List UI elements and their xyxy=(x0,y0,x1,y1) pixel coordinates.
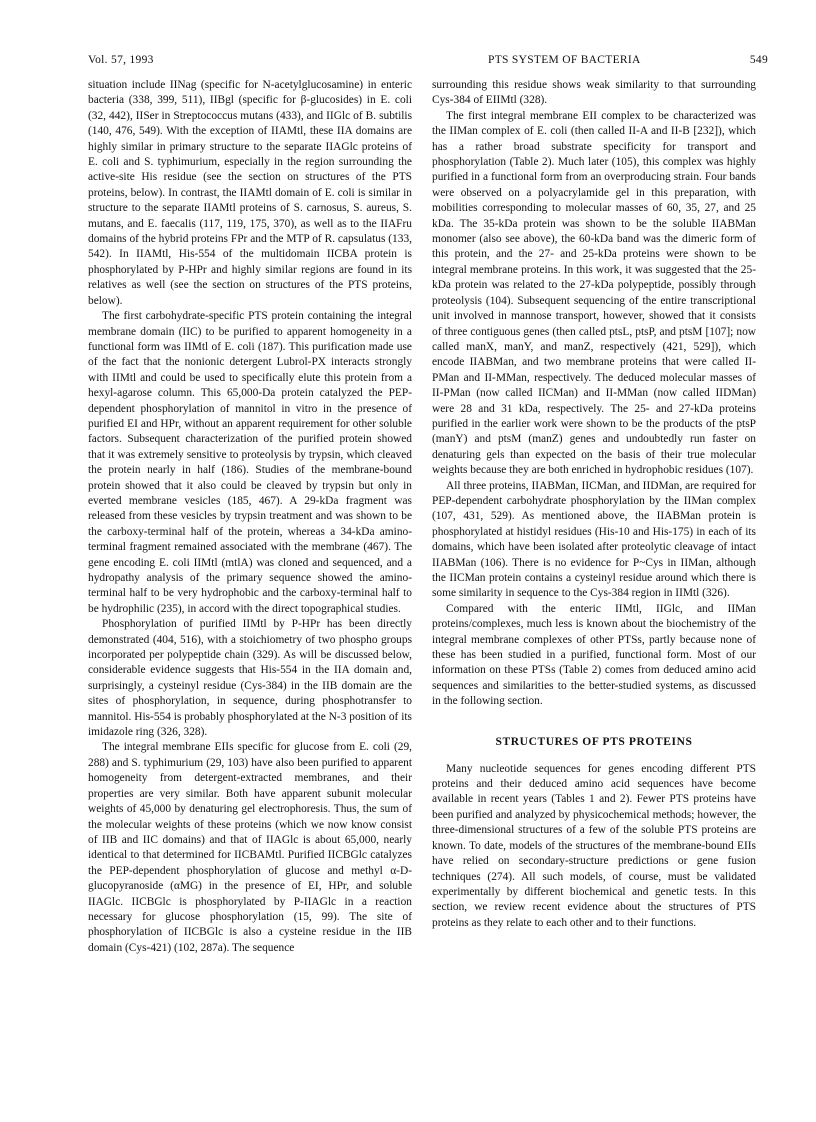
section-heading: STRUCTURES OF PTS PROTEINS xyxy=(495,735,693,748)
left-column xyxy=(88,78,412,956)
paragraph: The first integral membrane EII complex to be characterized was the IIMan complex of E. coli (then called II-A and II-B [232]), which has a rather broad substrate specificity for transport and phosphorylation (Table 2). Much later (105), this complex was highly purified in a functional form from an overproducing strain. Four bands were observed on a polyacrylamide gel in this preparation, with mobilities corresponding to molecular masses of 60, 35, 27, and 25 kDa. The 35-kDa protein was shown to be the soluble IIABMan monomer (also see above), the 60-kDa band was the dimeric form of this protein, and the 27- and 25-kDa proteins were shown to be integral membrane proteins. In this work, it was suggested that the 25-kDa protein was related to the 27-kDa polypeptide, possibly through proteolysis (104). Subsequent sequencing of the entire transcriptional unit involved in mannose transport, however, showed that it consists of three contiguous genes (then called ptsL, ptsP, and ptsM [107]; now called manX, manY, and manZ, respectively (421, 529]), which encode IIABMan, and two membrane proteins that were called II-PMan and II-MMan, respectively. The deduced molecular masses of II-PMan (now called IICMan) and II-MMan (now called IIDMan) were 28 and 31 kDa, respectively. The 25- and 27-kDa proteins purified in the earlier work were shown to be the products of the ptsP (manY) and ptsM (manZ) genes and undoubtedly run faster on denaturing gels than expected on the basis of their true molecular weights because they are both enriched in hydrophobic residues (107). xyxy=(432,109,756,477)
paragraph: The integral membrane EIIs specific for glucose from E. coli (29, 288) and S. typhimurium (29, 103) have also been purified to apparent homogeneity from detergent-extracted membranes, and their properties are very similar. Both have apparent subunit molecular weights of 45,000 by denaturing gel electrophoresis. Thus, the sum of the molecular weights of these proteins (which we now know consist of IIB and IIC domains) and that of IIAGlc is about 65,000, nearly identical to that determined for IICBAMtl. Purified IICBGlc catalyzes the PEP-dependent phosphorylation of glucose and methyl α-D-glucopyranoside (αMG) in the presence of EI, HPr, and soluble IIAGlc. IICBGlc is phosphorylated by P-IIAGlc in a reaction necessary for glucose phosphorylation (15, 99). The site of phosphorylation of IICBGlc is also a cysteine residue in the IIB domain (Cys-421) (102, 287a). The sequence xyxy=(88,741,412,954)
running-header xyxy=(88,54,768,72)
running-title: PTS SYSTEM OF BACTERIA xyxy=(488,54,641,66)
right-column xyxy=(432,78,756,931)
paragraph: Compared with the enteric IIMtl, IIGlc, and IIMan proteins/complexes, much less is known about the biochemistry of the integral membrane complexes of other PTSs, partly because none of these has been studied in a purified, functional form. Most of our information on these PTSs (Table 2) comes from deduced amino acid sequences and similarities to the better-studied systems, as discussed in the following section. xyxy=(432,602,756,708)
paragraph: surrounding this residue shows weak similarity to that surrounding Cys-384 of EIIMtl (328). xyxy=(432,79,756,107)
volume-label: Vol. 57, 1993 xyxy=(88,54,154,66)
paragraph: situation include IINag (specific for N-acetylglucosamine) in enteric bacteria (338, 399, 511), IIBgl (specific for β-glucosides) in E. coli (32, 442), IISer in Streptococcus mutans (433), and IIGlc of B. subtilis (140, 476, 549). With the exception of IIAMtl, these IIA domains are highly similar in primary structure to the separate IIAGlc proteins of E. coli and S. typhimurium, especially in the region surrounding the active-site His residue (see the section on structures of the PTS proteins, below). In contrast, the IIAMtl domain of E. coli is similar in structure to the separate IIAMtl proteins of S. carnosus, S. aureus, S. mutans, and E. faecalis (117, 119, 175, 370), as well as to the IIAFru domains of the hybrid proteins FPr and the MTP of R. capsulatus (133, 542). In IIAMtl, His-554 of the multidomain IICBA protein is phosphorylated by P-HPr and highly similar regions are found in its relatives as well (see the section on structures of the PTS proteins, below). xyxy=(88,79,412,307)
paragraph: The first carbohydrate-specific PTS protein containing the integral membrane domain (IIC) to be purified to apparent homogeneity in a functional form was IIMtl of E. coli (187). This purification made use of the fact that the nonionic detergent Lubrol-PX interacts strongly with IIMtl and could be used to specifically elute this protein from a hexyl-agarose column. This 65,000-Da protein catalyzed the PEP-dependent phosphorylation of mannitol in vitro in the presence of purified EI and HPr, without an apparent requirement for other soluble factors. Subsequent characterization of the purified protein showed that it was extremely sensitive to proteolysis by trypsin, which cleaved the protein nearly in half (186). Studies of the membrane-bound protein showed that it also could be cleaved by trypsin but only in everted membrane vesicles (185, 467). A 29-kDa fragment was released from these vesicles by trypsin treatment and was shown to be the carboxy-terminal half of the protein, whereas a 34-kDa amino-terminal fragment remained associated with the membrane (467). The gene encoding E. coli IIMtl (mtlA) was cloned and sequenced, and a hydropathy analysis of the primary sequence showed the amino-terminal half to be very hydrophobic and the carboxy-terminal half to be hydrophilic (235), in accord with the direct topographical studies. xyxy=(88,310,412,615)
paragraph: Phosphorylation of purified IIMtl by P-HPr has been directly demonstrated (404, 516), with a stoichiometry of two phospho groups incorporated per polypeptide chain (329). As will be discussed below, considerable evidence suggests that His-554 in the IIA domain and, surprisingly, a cysteinyl residue (Cys-384) in the IIB domain are the sites of phosphorylation, in sequence, during phosphotransfer to mannitol. His-554 is probably phosphorylated at the N-3 position of its imidazole ring (326, 328). xyxy=(88,618,412,739)
paragraph: All three proteins, IIABMan, IICMan, and IIDMan, are required for PEP-dependent carbohydrate phosphorylation by the IIMan complex (107, 431, 529). As mentioned above, the IIABMan protein is phosphorylated at histidyl residues (His-10 and His-175) in each of its domains, which have been isolated after proteolytic cleavage of intact IIABMan (106). There is no evidence for P~Cys in IIMan, although the IICMan protein contains a cysteinyl residue around which there is some similarity in sequence to the Cys-384 region in IIMtl (326). xyxy=(432,479,756,600)
paragraph: Many nucleotide sequences for genes encoding different PTS proteins and their deduced amino acid sequences have become available in recent years (Tables 1 and 2). Fewer PTS proteins have been purified and analyzed by physicochemical methods; however, the three-dimensional structures of a few of the soluble PTS proteins are known. To date, models of the structures of the membrane-bound EIIs have relied on secondary-structure predictions or gene fusion techniques (274). All such models, of course, must be validated experimentally by different biochemical and genetic tests. In this section, we review recent evidence about the structures of PTS proteins as they relate to each other and to their functions. xyxy=(432,762,756,929)
page-number: 549 xyxy=(749,54,768,66)
